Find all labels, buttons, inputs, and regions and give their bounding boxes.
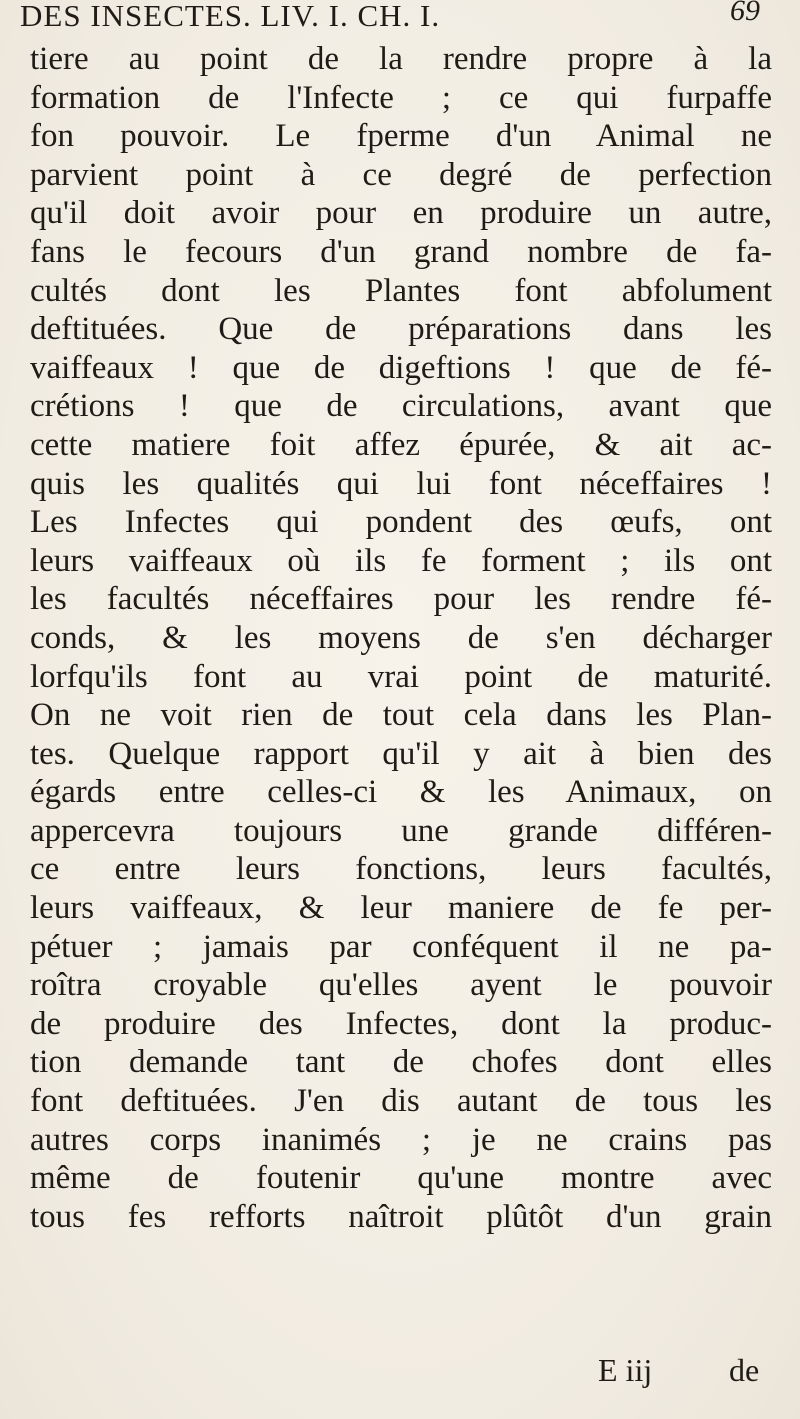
text-line: leurs vaiffeaux, & leur maniere de fe per- bbox=[30, 890, 772, 927]
text-line: tes. Quelque rapport qu'il y ait à bien des bbox=[30, 735, 772, 772]
text-line: roîtra croyable qu'elles ayent le pouvoir bbox=[30, 967, 772, 1004]
catchword: de bbox=[729, 1352, 760, 1388]
text-line: conds, & les moyens de s'en décharger bbox=[30, 619, 772, 656]
text-line: appercevra toujours une grande différen- bbox=[30, 812, 772, 849]
text-line: font deftituées. J'en dis autant de tous les bbox=[30, 1083, 772, 1120]
text-line: vaiffeaux ! que de digeftions ! que de fé- bbox=[30, 349, 772, 386]
running-head: DES INSECTES. LIV. I. CH. I. bbox=[20, 0, 441, 33]
text-line: tion demande tant de chofes dont elles bbox=[30, 1044, 772, 1081]
text-line: même de foutenir qu'une montre avec bbox=[30, 1160, 772, 1197]
text-line: qu'il doit avoir pour en produire un autre, bbox=[30, 195, 772, 232]
text-line: tiere au point de la rendre propre à la bbox=[30, 41, 772, 77]
text-line: de produire des Infectes, dont la produc- bbox=[30, 1005, 772, 1042]
text-line: fans le fecours d'un grand nombre de fa- bbox=[30, 233, 772, 270]
page-number: 69 bbox=[730, 0, 760, 27]
text-line: pétuer ; jamais par conféquent il ne pa- bbox=[30, 928, 772, 965]
page-header bbox=[18, 0, 778, 34]
text-line: Les Infectes qui pondent des œufs, ont bbox=[30, 504, 772, 541]
text-line: quis les qualités qui lui font néceffaires ! bbox=[30, 465, 772, 502]
text-line: les facultés néceffaires pour les rendre fé- bbox=[30, 581, 772, 618]
text-line: formation de l'Infecte ; ce qui furpaffe bbox=[30, 79, 772, 116]
text-line: deftituées. Que de préparations dans les bbox=[30, 311, 772, 348]
text-line: crétions ! que de circulations, avant que bbox=[30, 388, 772, 425]
signature-mark: E iij bbox=[598, 1352, 653, 1388]
text-line: lorfqu'ils font au vrai point de maturité. bbox=[30, 658, 772, 695]
text-line: On ne voit rien de tout cela dans les Plan- bbox=[30, 697, 772, 734]
text-line: cultés dont les Plantes font abfolument bbox=[30, 272, 772, 309]
body-text bbox=[30, 40, 772, 1236]
text-line: parvient point à ce degré de perfection bbox=[30, 156, 772, 193]
text-line: fon pouvoir. Le fperme d'un Animal ne bbox=[30, 118, 772, 155]
text-line: tous fes refforts naîtroit plûtôt d'un grain bbox=[30, 1198, 772, 1235]
text-line: cette matiere foit affez épurée, & ait ac- bbox=[30, 426, 772, 463]
text-line: leurs vaiffeaux où ils fe forment ; ils ont bbox=[30, 542, 772, 579]
text-line: autres corps inanimés ; je ne crains pas bbox=[30, 1121, 772, 1158]
text-line: ce entre leurs fonctions, leurs facultés, bbox=[30, 851, 772, 888]
text-line: égards entre celles-ci & les Animaux, on bbox=[30, 774, 772, 811]
